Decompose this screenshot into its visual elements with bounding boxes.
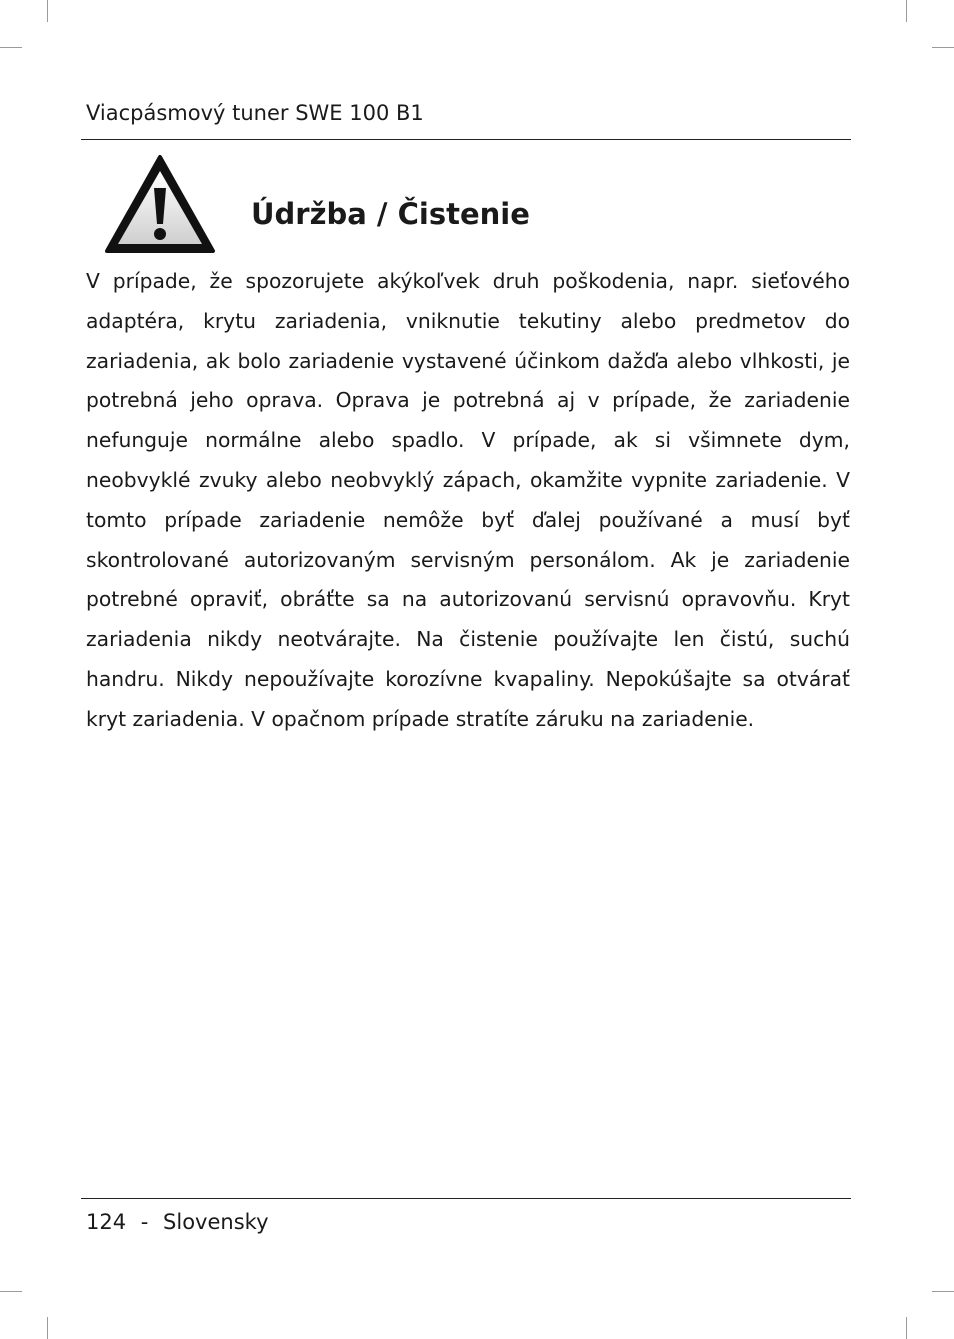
header-rule [81, 139, 851, 140]
crop-mark [0, 1291, 22, 1292]
footer-separator: - [140, 1210, 149, 1234]
page-number: 124 [86, 1210, 127, 1234]
crop-mark [932, 1291, 954, 1292]
warning-triangle-icon [104, 154, 216, 255]
running-header: Viacpásmový tuner SWE 100 B1 [86, 101, 424, 125]
crop-mark [0, 47, 22, 48]
crop-mark [932, 47, 954, 48]
maintenance-paragraph: V prípade, že spozorujete akýkoľvek druh poškodenia, napr. sieťového adaptéra, krytu zariadenia, vniknutie tekutiny alebo predmetov do zariadenia, ak bolo zariadenie vystavené účinkom dažďa alebo vlhkosti, je potrebná jeho oprava. Oprava je potrebná aj v prípade, že zariadenie nefunguje normálne alebo spadlo. V prípade, ak si všimnete dym, neobvyklé zvuky alebo neobvyklý zápach, okamžite vypnite zariadenie. V tomto prípade zariadenie nemôže byť ďalej používané a musí byť skontrolované autorizovaným servisným personálom. Ak je zariadenie potrebné opraviť, obráťte sa na autorizovanú servisnú opravovňu. Kryt zariadenia nikdy neotvárajte. Na čistenie používajte len čistú, suchú handru. Nikdy nepoužívajte korozívne kvapaliny. Nepokúšajte sa otvárať kryt zariadenia. V opačnom prípade stratíte záruku na zariadenie. [86, 269, 850, 731]
footer-language: Slovensky [163, 1210, 269, 1234]
crop-mark [47, 1317, 48, 1339]
crop-mark [906, 0, 907, 22]
crop-mark [47, 0, 48, 22]
page-footer [86, 1207, 269, 1237]
section-title: Údržba / Čistenie [251, 197, 530, 231]
crop-mark [906, 1317, 907, 1339]
footer-rule [81, 1198, 851, 1199]
